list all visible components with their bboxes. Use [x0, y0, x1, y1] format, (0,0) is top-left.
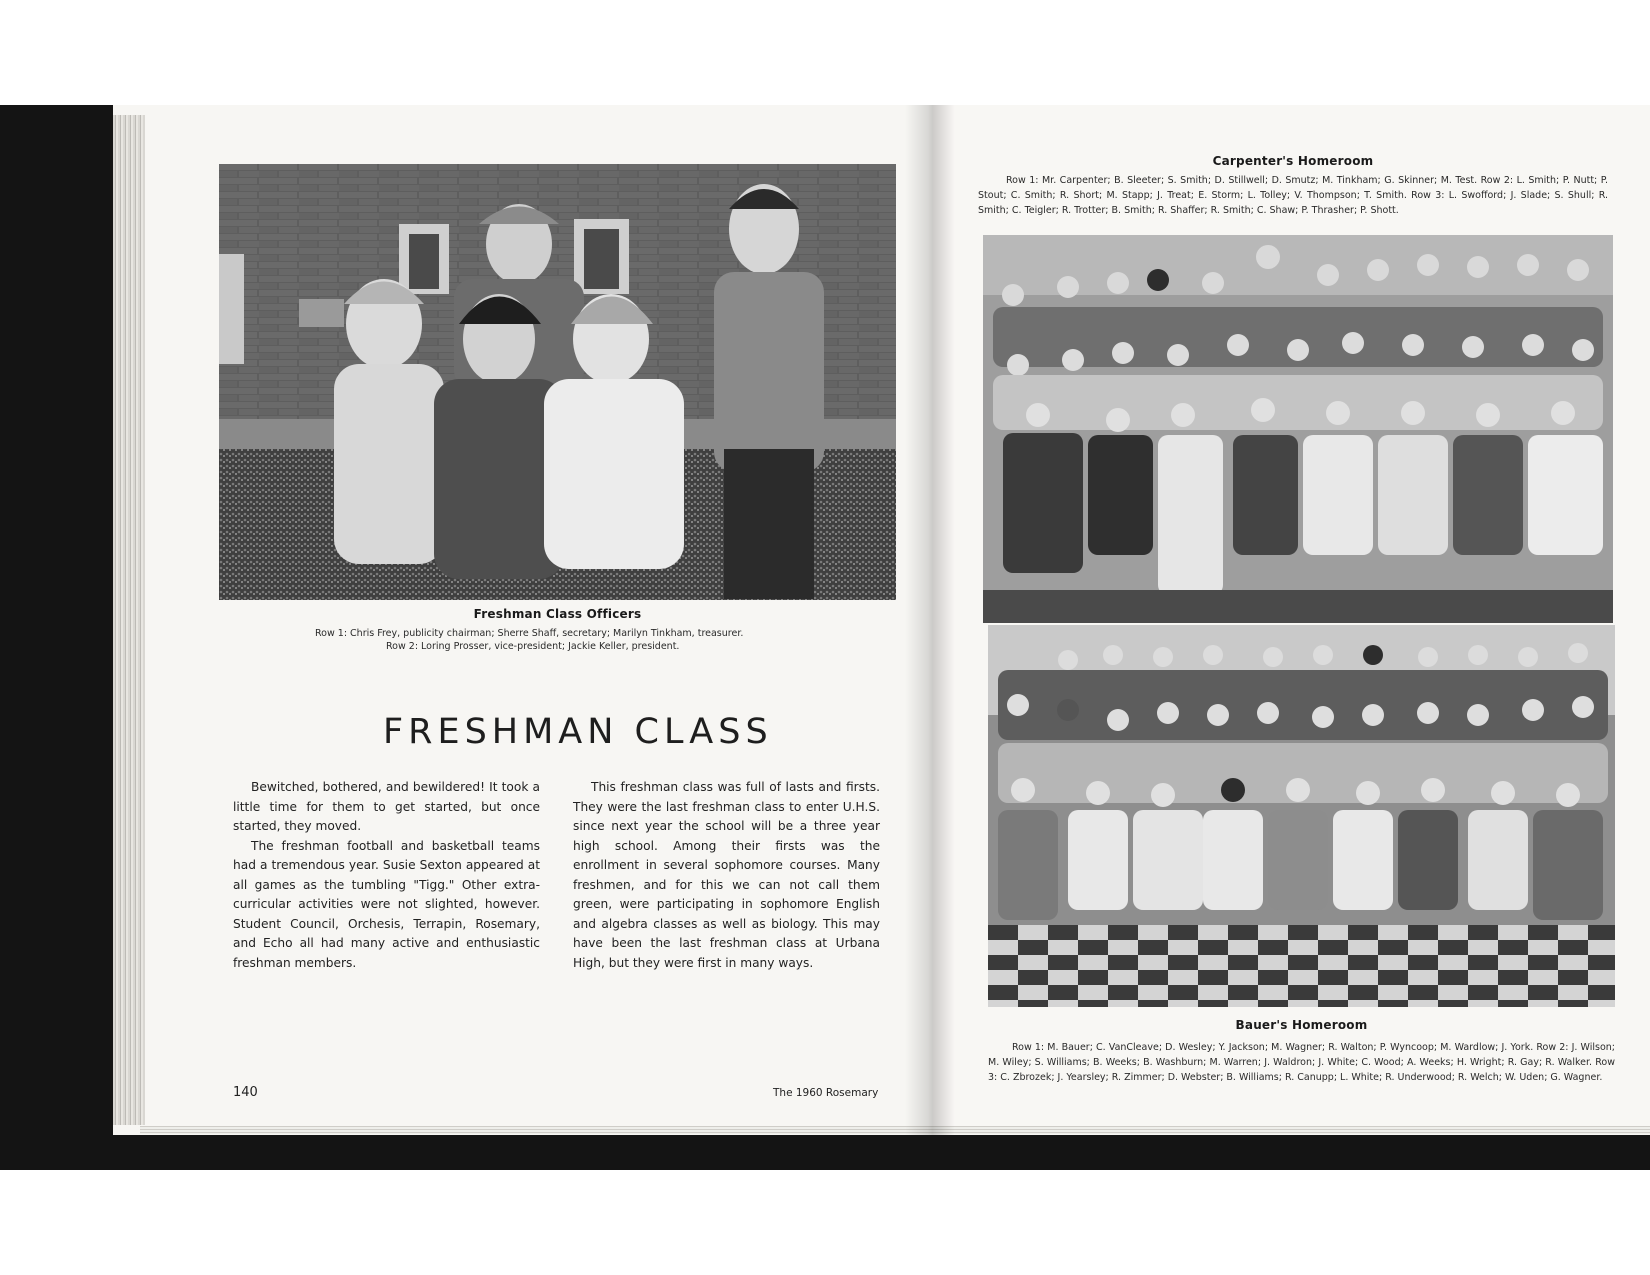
bauer-homeroom-photo — [988, 625, 1615, 1007]
publication-title: The 1960 Rosemary — [773, 1087, 879, 1099]
book-gutter — [905, 105, 955, 1135]
officers-caption-row1: Row 1: Chris Frey, publicity chairman; Sherre Shaff, secretary; Marilyn Tinkham, treasurer. — [315, 628, 744, 639]
body-paragraph: This freshman class was full of lasts and firsts. They were the last freshman class to enter U.H.S. since next year the school will be a three year high school. Among their firsts was the enrollment in several sophomore courses. Many freshmen, and for this we can not call them green, were participating in sophomore English and algebra classes as well as biology. This may have been the last freshman class at Urbana High, but they were first in many ways. — [573, 780, 880, 970]
book-bottom-edge — [140, 1126, 1650, 1134]
officers-caption-title: Freshman Class Officers — [473, 607, 642, 621]
carpenter-homeroom-title: Carpenter's Homeroom — [1212, 154, 1374, 168]
body-column-2 — [573, 778, 880, 973]
book-page-edges — [113, 115, 145, 1125]
carpenter-homeroom-names: Row 1: Mr. Carpenter; B. Sleeter; S. Smith; D. Stillwell; D. Smutz; M. Tinkham; G. Skinner; M. Test. Row 2: L. Smith; P. Nutt; P. Stout; C. Smith; R. Short; M. Stapp; J. Treat; E. Storm; L. Tolley; V. Thompson; T. Smith. Row 3: L. Swofford; J. Slade; S. Shull; R. Smith; C. Teigler; R. Trotter; B. Smith; R. Shaffer; R. Smith; C. Shaw; P. Thrasher; P. Shott. — [978, 175, 1608, 216]
carpenter-homeroom-photo — [983, 235, 1613, 623]
bauer-homeroom-names: Row 1: M. Bauer; C. VanCleave; D. Wesley; Y. Jackson; M. Wagner; R. Walton; P. Wyncoop; M. Wardlow; J. York. Row 2: J. Wilson; M. Wiley; S. Williams; B. Weeks; B. Washburn; M. Warren; J. Waldron; J. White; C. Wood; A. Weeks; H. Wright; R. Gay; R. Walker. Row 3: C. Zbrozek; J. Yearsley; R. Zimmer; D. Webster; B. Williams; R. Canupp; L. White; R. Underwood; R. Welch; W. Uden; G. Wagner. — [988, 1042, 1615, 1083]
page-number: 140 — [233, 1085, 258, 1100]
officers-photo — [219, 164, 896, 600]
body-column-1 — [233, 778, 540, 973]
body-paragraph: Bewitched, bothered, and bewildered! It took a little time for them to get started, but once started, they moved. — [233, 780, 540, 833]
officers-caption-row2: Row 2: Loring Prosser, vice-president; Jackie Keller, president. — [386, 641, 680, 652]
body-paragraph: The freshman football and basketball teams had a tremendous year. Susie Sexton appeared at all games as the tumbling "Tigg." Other extra-curricular activities were not slighted, however. Student Council, Orchesis, Terrapin, Rosemary, and Echo all had many active and enthusiastic freshman members. — [233, 838, 540, 970]
page-headline: FRESHMAN CLASS — [383, 712, 773, 752]
bauer-homeroom-title: Bauer's Homeroom — [1235, 1018, 1368, 1032]
